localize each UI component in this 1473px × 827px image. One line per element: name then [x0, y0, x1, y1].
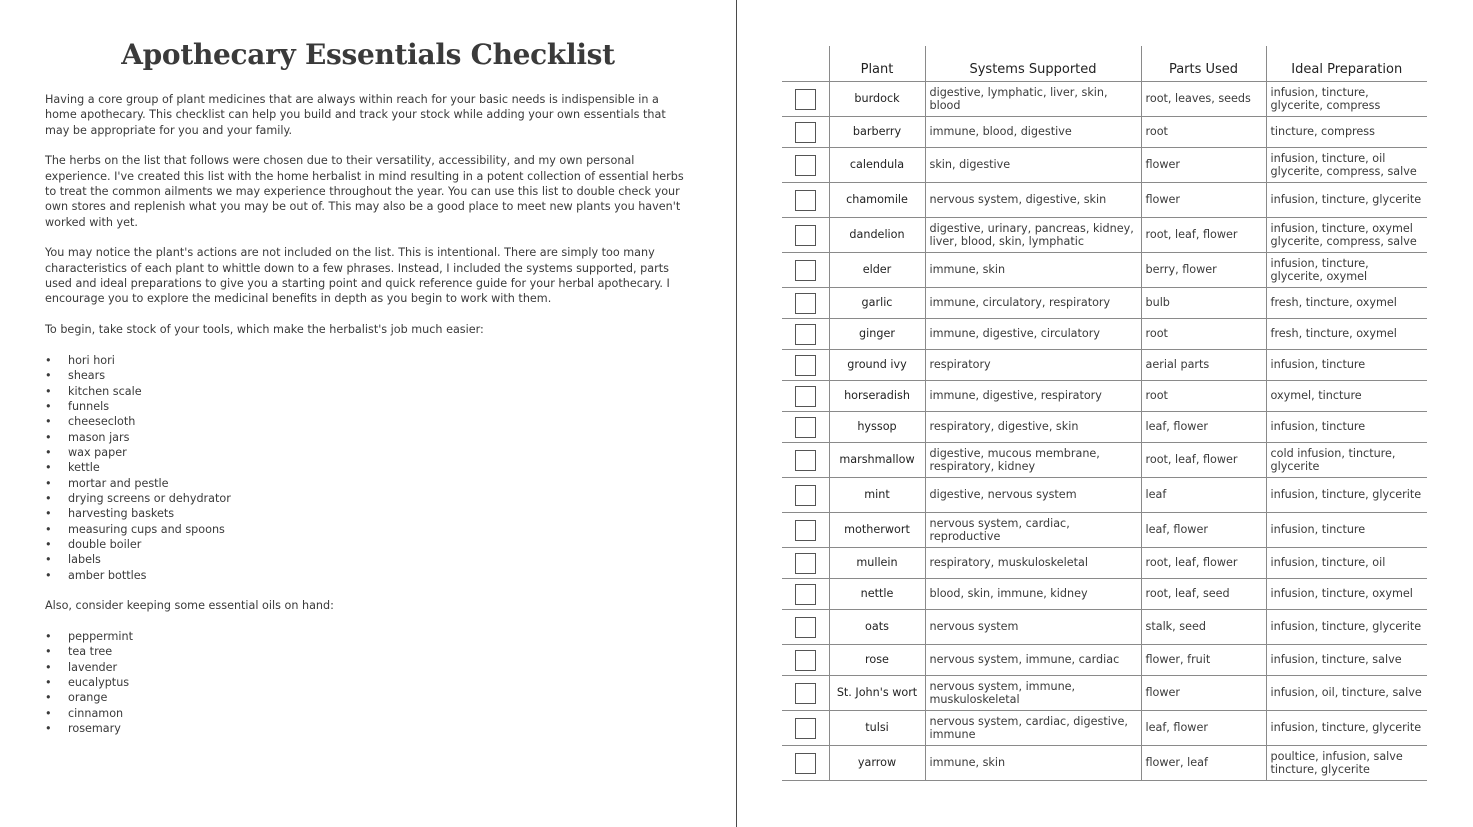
table-row — [782, 645, 1427, 676]
table-row — [782, 253, 1427, 288]
right-page — [737, 0, 1473, 827]
parts-used-cell: leaf, flower — [1141, 412, 1266, 443]
plant-checkbox[interactable] — [795, 520, 816, 541]
checkbox-cell — [782, 478, 829, 513]
parts-used-cell: flower — [1141, 676, 1266, 711]
parts-used-cell: bulb — [1141, 288, 1266, 319]
tool-list-item: • hori hori — [45, 353, 690, 368]
intro-text — [45, 92, 690, 752]
plant-checkbox[interactable] — [795, 260, 816, 281]
table-row — [782, 319, 1427, 350]
ideal-preparation-cell: infusion, tincture, oxymel — [1266, 579, 1427, 610]
table-row — [782, 218, 1427, 253]
tool-list-item: • mortar and pestle — [45, 476, 690, 491]
plant-checkbox[interactable] — [795, 89, 816, 110]
checkbox-cell — [782, 579, 829, 610]
intro-paragraph-3: You may notice the plant's actions are not included on the list. This is intentional. There are simply too many characteristics of each plant to whittle down to a few phrases. Instead, I included the systems supported, parts used and ideal preparations to give you a starting point and quick reference guide for your herbal apothecary. I encourage you to explore the medicinal benefits in depth as you begin to work with them. — [45, 246, 670, 306]
parts-used-cell: root — [1141, 117, 1266, 148]
oils-intro: Also, consider keeping some essential oils on hand: — [45, 599, 334, 613]
plant-name-cell: hyssop — [829, 412, 925, 443]
oil-list-item: • lavender — [45, 660, 690, 675]
plant-name-cell: ground ivy — [829, 350, 925, 381]
tool-list-item: • double boiler — [45, 537, 690, 552]
table-row — [782, 478, 1427, 513]
tool-list-item: • drying screens or dehydrator — [45, 491, 690, 506]
checkbox-cell — [782, 218, 829, 253]
plant-name-cell: garlic — [829, 288, 925, 319]
systems-supported-cell: immune, circulatory, respiratory — [925, 288, 1141, 319]
parts-used-cell: flower, fruit — [1141, 645, 1266, 676]
tool-list-item: • labels — [45, 552, 690, 567]
table-row — [782, 381, 1427, 412]
parts-used-cell: root, leaf, seed — [1141, 579, 1266, 610]
table-header-row — [782, 46, 1427, 82]
plant-checkbox[interactable] — [795, 683, 816, 704]
ideal-preparation-cell: fresh, tincture, oxymel — [1266, 319, 1427, 350]
systems-supported-cell: respiratory — [925, 350, 1141, 381]
systems-supported-cell: respiratory, muskuloskeletal — [925, 548, 1141, 579]
intro-paragraph-2: The herbs on the list that follows were chosen due to their versatility, accessibility, and my own personal experience. I've created this list with the home herbalist in mind resulting in a potent collection of essential herbs to treat the common ailments we may experience throughout the year. You can use this list to double check your own stores and replenish what you may be out of. This may also be a good place to meet new plants you haven't worked with yet. — [45, 154, 684, 229]
table-row — [782, 288, 1427, 319]
parts-used-cell: root, leaf, flower — [1141, 218, 1266, 253]
systems-supported-cell: digestive, urinary, pancreas, kidney, liver, blood, skin, lymphatic — [925, 218, 1141, 253]
plant-checkbox[interactable] — [795, 584, 816, 605]
systems-supported-cell: immune, blood, digestive — [925, 117, 1141, 148]
table-row — [782, 746, 1427, 781]
header-parts-used: Parts Used — [1141, 46, 1266, 82]
systems-supported-cell: digestive, mucous membrane, respiratory, kidney — [925, 443, 1141, 478]
checkbox-cell — [782, 711, 829, 746]
ideal-preparation-cell: cold infusion, tincture, glycerite — [1266, 443, 1427, 478]
tool-list-item: • mason jars — [45, 430, 690, 445]
checkbox-cell — [782, 610, 829, 645]
systems-supported-cell: nervous system, cardiac, digestive, immune — [925, 711, 1141, 746]
ideal-preparation-cell: infusion, tincture — [1266, 350, 1427, 381]
systems-supported-cell: digestive, lymphatic, liver, skin, blood — [925, 82, 1141, 117]
table-row — [782, 82, 1427, 117]
table-row — [782, 350, 1427, 381]
table-row — [782, 676, 1427, 711]
parts-used-cell: leaf — [1141, 478, 1266, 513]
plant-name-cell: tulsi — [829, 711, 925, 746]
plant-name-cell: mullein — [829, 548, 925, 579]
systems-supported-cell: nervous system, immune, muskuloskeletal — [925, 676, 1141, 711]
systems-supported-cell: blood, skin, immune, kidney — [925, 579, 1141, 610]
plant-checkbox[interactable] — [795, 650, 816, 671]
systems-supported-cell: immune, skin — [925, 253, 1141, 288]
checkbox-cell — [782, 381, 829, 412]
tool-list-item: • kitchen scale — [45, 384, 690, 399]
checkbox-cell — [782, 645, 829, 676]
tools-list — [45, 353, 690, 583]
table-row — [782, 579, 1427, 610]
parts-used-cell: root, leaf, flower — [1141, 443, 1266, 478]
plant-name-cell: ginger — [829, 319, 925, 350]
checkbox-cell — [782, 676, 829, 711]
tool-list-item: • cheesecloth — [45, 414, 690, 429]
parts-used-cell: berry, flower — [1141, 253, 1266, 288]
oil-list-item: • rosemary — [45, 721, 690, 736]
checkbox-cell — [782, 412, 829, 443]
checklist-table — [782, 46, 1427, 781]
tool-list-item: • wax paper — [45, 445, 690, 460]
parts-used-cell: stalk, seed — [1141, 610, 1266, 645]
plant-name-cell: barberry — [829, 117, 925, 148]
checkbox-cell — [782, 148, 829, 183]
ideal-preparation-cell: infusion, tincture, oil — [1266, 548, 1427, 579]
systems-supported-cell: nervous system, immune, cardiac — [925, 645, 1141, 676]
ideal-preparation-cell: infusion, tincture — [1266, 412, 1427, 443]
ideal-preparation-cell: infusion, tincture, glycerite — [1266, 478, 1427, 513]
plant-name-cell: motherwort — [829, 513, 925, 548]
oil-list-item: • tea tree — [45, 644, 690, 659]
oil-list-item: • peppermint — [45, 629, 690, 644]
table-row — [782, 117, 1427, 148]
systems-supported-cell: immune, skin — [925, 746, 1141, 781]
table-row — [782, 711, 1427, 746]
ideal-preparation-cell: tincture, compress — [1266, 117, 1427, 148]
ideal-preparation-cell: infusion, tincture, oxymel glycerite, compress, salve — [1266, 218, 1427, 253]
plant-checkbox[interactable] — [795, 122, 816, 143]
ideal-preparation-cell: poultice, infusion, salve tincture, glycerite — [1266, 746, 1427, 781]
plant-checkbox[interactable] — [795, 324, 816, 345]
plant-name-cell: rose — [829, 645, 925, 676]
ideal-preparation-cell: infusion, tincture, glycerite — [1266, 183, 1427, 218]
header-systems-supported: Systems Supported — [925, 46, 1141, 82]
parts-used-cell: root, leaf, flower — [1141, 548, 1266, 579]
plant-name-cell: horseradish — [829, 381, 925, 412]
plant-checkbox[interactable] — [795, 753, 816, 774]
plant-checkbox[interactable] — [795, 386, 816, 407]
tool-list-item: • measuring cups and spoons — [45, 522, 690, 537]
checkbox-cell — [782, 350, 829, 381]
checkbox-cell — [782, 443, 829, 478]
table-row — [782, 183, 1427, 218]
checkbox-cell — [782, 513, 829, 548]
plant-name-cell: St. John's wort — [829, 676, 925, 711]
plant-name-cell: marshmallow — [829, 443, 925, 478]
plant-checkbox[interactable] — [795, 553, 816, 574]
parts-used-cell: root — [1141, 319, 1266, 350]
ideal-preparation-cell: infusion, oil, tincture, salve — [1266, 676, 1427, 711]
checkbox-cell — [782, 548, 829, 579]
tools-intro: To begin, take stock of your tools, which make the herbalist's job much easier: — [45, 323, 484, 337]
intro-paragraph-1: Having a core group of plant medicines that are always within reach for your basic needs is indispensible in a home apothecary. This checklist can help you build and track your stock while adding your own essentials that may be appropriate for you and your family. — [45, 93, 666, 137]
systems-supported-cell: immune, digestive, circulatory — [925, 319, 1141, 350]
parts-used-cell: flower — [1141, 183, 1266, 218]
checkbox-cell — [782, 82, 829, 117]
tool-list-item: • amber bottles — [45, 568, 690, 583]
plant-checkbox[interactable] — [795, 225, 816, 246]
ideal-preparation-cell: infusion, tincture, glycerite — [1266, 711, 1427, 746]
table-row — [782, 610, 1427, 645]
parts-used-cell: root — [1141, 381, 1266, 412]
left-page — [0, 0, 736, 827]
checkbox-cell — [782, 746, 829, 781]
plant-name-cell: oats — [829, 610, 925, 645]
systems-supported-cell: nervous system, cardiac, reproductive — [925, 513, 1141, 548]
plant-name-cell: yarrow — [829, 746, 925, 781]
plant-name-cell: chamomile — [829, 183, 925, 218]
parts-used-cell: aerial parts — [1141, 350, 1266, 381]
plant-checkbox[interactable] — [795, 293, 816, 314]
checkbox-cell — [782, 183, 829, 218]
plant-checkbox[interactable] — [795, 190, 816, 211]
systems-supported-cell: digestive, nervous system — [925, 478, 1141, 513]
plant-name-cell: dandelion — [829, 218, 925, 253]
tool-list-item: • harvesting baskets — [45, 506, 690, 521]
parts-used-cell: leaf, flower — [1141, 711, 1266, 746]
oils-list — [45, 629, 690, 736]
checkbox-cell — [782, 288, 829, 319]
plant-name-cell: burdock — [829, 82, 925, 117]
oil-list-item: • cinnamon — [45, 706, 690, 721]
ideal-preparation-cell: infusion, tincture, oil glycerite, compress, salve — [1266, 148, 1427, 183]
systems-supported-cell: respiratory, digestive, skin — [925, 412, 1141, 443]
table-row — [782, 443, 1427, 478]
ideal-preparation-cell: infusion, tincture, salve — [1266, 645, 1427, 676]
parts-used-cell: flower, leaf — [1141, 746, 1266, 781]
parts-used-cell: root, leaves, seeds — [1141, 82, 1266, 117]
ideal-preparation-cell: oxymel, tincture — [1266, 381, 1427, 412]
ideal-preparation-cell: infusion, tincture, glycerite, compress — [1266, 82, 1427, 117]
tool-list-item: • kettle — [45, 460, 690, 475]
header-checkbox-column — [782, 46, 829, 82]
plant-checkbox[interactable] — [795, 417, 816, 438]
ideal-preparation-cell: infusion, tincture, glycerite — [1266, 610, 1427, 645]
systems-supported-cell: nervous system, digestive, skin — [925, 183, 1141, 218]
ideal-preparation-cell: fresh, tincture, oxymel — [1266, 288, 1427, 319]
plant-checkbox[interactable] — [795, 617, 816, 638]
plant-checkbox[interactable] — [795, 485, 816, 506]
plant-name-cell: mint — [829, 478, 925, 513]
checklist-body — [782, 82, 1427, 781]
ideal-preparation-cell: infusion, tincture — [1266, 513, 1427, 548]
plant-name-cell: calendula — [829, 148, 925, 183]
tool-list-item: • shears — [45, 368, 690, 383]
table-row — [782, 148, 1427, 183]
checkbox-cell — [782, 319, 829, 350]
plant-name-cell: elder — [829, 253, 925, 288]
table-row — [782, 548, 1427, 579]
systems-supported-cell: skin, digestive — [925, 148, 1141, 183]
plant-checkbox[interactable] — [795, 450, 816, 471]
plant-checkbox[interactable] — [795, 355, 816, 376]
parts-used-cell: flower — [1141, 148, 1266, 183]
ideal-preparation-cell: infusion, tincture, glycerite, oxymel — [1266, 253, 1427, 288]
oil-list-item: • eucalyptus — [45, 675, 690, 690]
plant-checkbox[interactable] — [795, 718, 816, 739]
table-row — [782, 513, 1427, 548]
systems-supported-cell: immune, digestive, respiratory — [925, 381, 1141, 412]
tool-list-item: • funnels — [45, 399, 690, 414]
parts-used-cell: leaf, flower — [1141, 513, 1266, 548]
header-ideal-preparation: Ideal Preparation — [1266, 46, 1427, 82]
page-title: Apothecary Essentials Checklist — [121, 38, 615, 71]
plant-checkbox[interactable] — [795, 155, 816, 176]
header-plant: Plant — [829, 46, 925, 82]
systems-supported-cell: nervous system — [925, 610, 1141, 645]
table-row — [782, 412, 1427, 443]
plant-name-cell: nettle — [829, 579, 925, 610]
checkbox-cell — [782, 117, 829, 148]
checkbox-cell — [782, 253, 829, 288]
oil-list-item: • orange — [45, 690, 690, 705]
